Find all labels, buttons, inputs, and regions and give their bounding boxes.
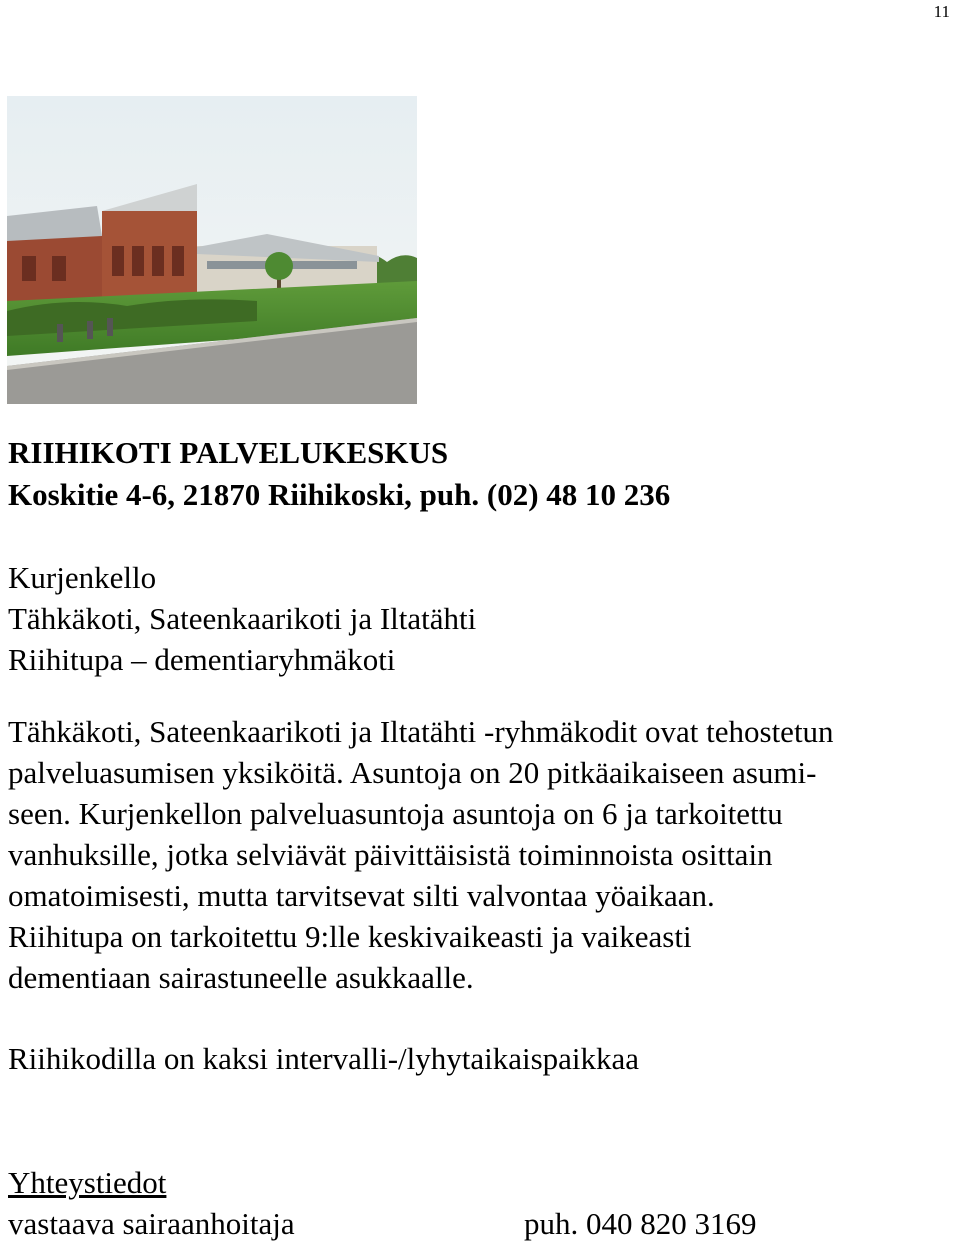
description-line: omatoimisesti, mutta tarvitsevat silti valvontaa yöaikaan. — [8, 878, 715, 913]
description-line: palveluasumisen yksiköitä. Asuntoja on 20 pitkäaikaiseen asumi- — [8, 755, 817, 790]
contact-phone: puh. 040 820 3169 — [524, 1206, 757, 1241]
description-line: Riihitupa on tarkoitettu 9:lle keskivaikeasti ja vaikeasti — [8, 919, 692, 954]
description-line: vanhuksille, jotka selviävät päivittäisistä toiminnoista osittain — [8, 837, 773, 872]
description-line: seen. Kurjenkellon palveluasuntoja asuntoja on 6 ja tarkoitettu — [8, 796, 783, 831]
description-paragraph — [8, 711, 960, 998]
description-line: dementiaan sairastuneelle asukkaalle. — [8, 960, 474, 995]
unit-name: Kurjenkello — [8, 560, 157, 595]
unit-name: Tähkäkoti, Sateenkaarikoti ja Iltatähti — [8, 601, 477, 636]
page-number: 11 — [933, 2, 950, 21]
facility-title: RIIHIKOTI PALVELUKESKUS — [8, 435, 449, 470]
contact-role: vastaava sairaanhoitaja — [8, 1206, 295, 1241]
unit-name: Riihitupa – dementiaryhmäkoti — [8, 642, 396, 677]
description-line: Tähkäkoti, Sateenkaarikoti ja Iltatähti -ryhmäkodit ovat tehostetun — [8, 714, 834, 749]
contact-heading: Yhteystiedot — [8, 1165, 167, 1200]
interval-places-text: Riihikodilla on kaksi intervalli-/lyhytaikaispaikkaa — [8, 1041, 640, 1076]
building-photo — [7, 96, 417, 404]
facility-address: Koskitie 4-6, 21870 Riihikoski, puh. (02) 48 10 236 — [8, 477, 671, 512]
